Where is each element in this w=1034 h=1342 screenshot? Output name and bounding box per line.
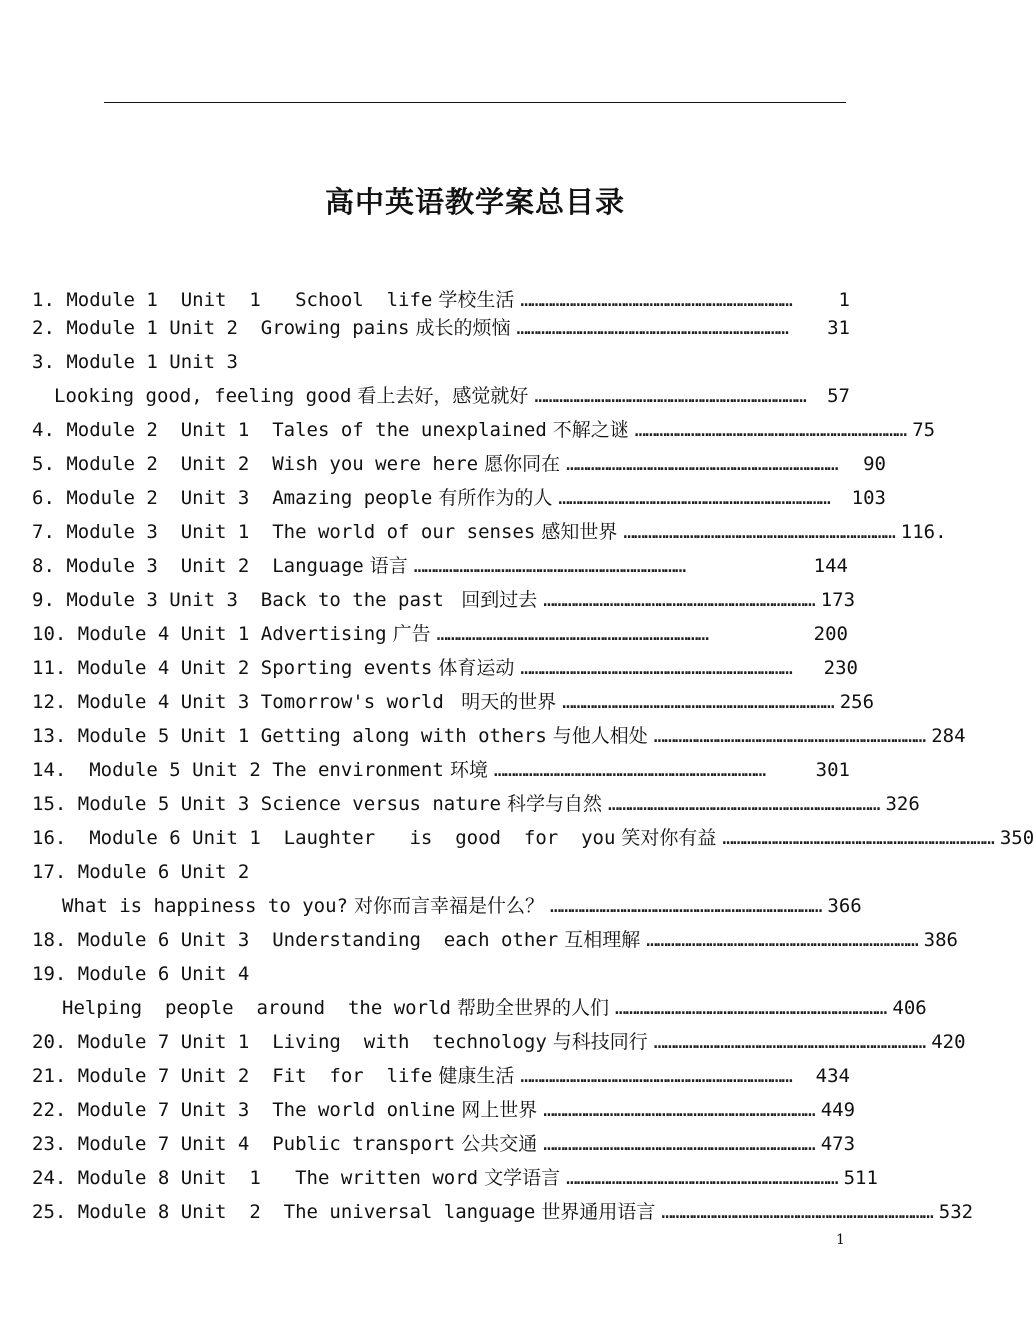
toc-entry-title: Helping people around the world xyxy=(62,997,451,1019)
toc-leader-dots: …………………………………………………………………… xyxy=(413,555,686,577)
toc-entry-chinese-title: 环境 xyxy=(449,759,488,781)
toc-entry-title: 25. Module 8 Unit 2 The universal language xyxy=(32,1201,536,1223)
toc-entry[interactable] xyxy=(32,928,958,952)
toc-entry-title: 22. Module 7 Unit 3 The world online xyxy=(32,1099,456,1121)
toc-entry-chinese-title: 学校生活 xyxy=(438,289,515,311)
toc-page-number: 386 xyxy=(923,929,958,951)
toc-page-number: 256 xyxy=(839,691,875,713)
toc-entry-title: 11. Module 4 Unit 2 Sporting events xyxy=(32,657,433,679)
toc-entry-chinese-title: 愿你同在 xyxy=(484,453,561,475)
toc-entry-title: 21. Module 7 Unit 2 Fit for life xyxy=(32,1065,433,1087)
toc-page-number: 284 xyxy=(931,725,966,747)
toc-page-number: 173 xyxy=(820,589,856,611)
toc-entry-chinese-title: 笑对你有益 xyxy=(621,827,717,849)
toc-entry[interactable] xyxy=(32,316,850,340)
toc-entry-title: 8. Module 3 Unit 2 Language xyxy=(32,555,364,577)
toc-page-number: 532 xyxy=(938,1201,974,1223)
toc-entry-title: What is happiness to you? xyxy=(62,895,348,917)
toc-leader-dots: …………………………………………………………………… xyxy=(608,793,880,815)
toc-leader-dots: …………………………………………………………………… xyxy=(562,691,834,713)
toc-leader-dots: …………………………………………………………………… xyxy=(543,589,815,611)
toc-entry[interactable] xyxy=(32,1064,850,1088)
toc-entry[interactable] xyxy=(32,350,238,374)
toc-entry-title: 6. Module 2 Unit 3 Amazing people xyxy=(32,487,433,509)
toc-entry[interactable] xyxy=(32,860,249,884)
toc-entry-chinese-title: 文学语言 xyxy=(484,1167,561,1189)
toc-leader-dots: …………………………………………………………………… xyxy=(543,1133,815,1155)
toc-leader-dots: …………………………………………………………………… xyxy=(722,827,994,849)
toc-entry[interactable] xyxy=(32,554,848,578)
toc-leader-dots: …………………………………………………………………… xyxy=(520,289,792,311)
toc-entry[interactable] xyxy=(32,792,920,816)
toc-entry-chinese-title: 广告 xyxy=(392,623,431,645)
toc-page-number: 230 xyxy=(823,657,858,679)
toc-page-number: 200 xyxy=(813,623,848,645)
toc-entry-title: 9. Module 3 Unit 3 Back to the past xyxy=(32,589,456,611)
toc-entry-title: 13. Module 5 Unit 1 Getting along with others xyxy=(32,725,547,747)
toc-entry[interactable] xyxy=(62,996,927,1020)
page-title: 高中英语教学案总目录 xyxy=(324,185,625,219)
toc-leader-dots: …………………………………………………………………… xyxy=(614,997,887,1019)
toc-entry-title: Looking good, feeling good xyxy=(54,385,352,407)
toc-entry-title: 14. Module 5 Unit 2 The environment xyxy=(32,759,444,781)
toc-page-number: 326 xyxy=(885,793,920,815)
toc-entry-title: 4. Module 2 Unit 1 Tales of the unexplained xyxy=(32,419,547,441)
toc-entry[interactable] xyxy=(32,1132,856,1156)
toc-entry-title: 19. Module 6 Unit 4 xyxy=(32,963,250,985)
toc-leader-dots: …………………………………………………………………… xyxy=(558,487,830,509)
toc-entry-chinese-title: 帮助全世界的人们 xyxy=(456,997,609,1019)
toc-entry[interactable] xyxy=(32,452,886,476)
toc-leader-dots: …………………………………………………………………… xyxy=(436,623,709,645)
toc-page-number: 473 xyxy=(820,1133,856,1155)
toc-entry[interactable] xyxy=(32,288,850,312)
toc-leader-dots: …………………………………………………………………… xyxy=(623,521,895,543)
toc-page-number: 1 xyxy=(838,289,850,311)
toc-entry-title: 24. Module 8 Unit 1 The written word xyxy=(32,1167,479,1189)
toc-entry-title: 17. Module 6 Unit 2 xyxy=(32,861,250,883)
toc-entry-title: 5. Module 2 Unit 2 Wish you were here xyxy=(32,453,479,475)
toc-page-number: 75 xyxy=(912,419,936,441)
toc-entry[interactable] xyxy=(32,826,1034,850)
toc-leader-dots: …………………………………………………………………… xyxy=(646,929,918,951)
toc-entry[interactable] xyxy=(32,1200,974,1224)
toc-entry[interactable] xyxy=(32,1098,856,1122)
toc-entry[interactable] xyxy=(32,724,966,748)
toc-leader-dots: …………………………………………………………………… xyxy=(550,895,822,917)
toc-entry[interactable] xyxy=(32,622,848,646)
toc-entry-chinese-title: 语言 xyxy=(369,555,408,577)
page-number: 1 xyxy=(836,1232,845,1248)
toc-entry-chinese-title: 健康生活 xyxy=(438,1065,515,1087)
toc-page-number: 420 xyxy=(931,1031,966,1053)
toc-leader-dots: …………………………………………………………………… xyxy=(634,419,907,441)
toc-entry-title: 15. Module 5 Unit 3 Science versus nature xyxy=(32,793,501,815)
toc-entry-chinese-title: 不解之谜 xyxy=(552,419,629,441)
toc-entry-chinese-title: 看上去好，感觉就好 xyxy=(357,385,529,407)
toc-entry-title: 12. Module 4 Unit 3 Tomorrow's world xyxy=(32,691,456,713)
toc-entry-chinese-title: 网上世界 xyxy=(461,1099,538,1121)
toc-entry[interactable] xyxy=(62,894,862,918)
toc-leader-dots: …………………………………………………………………… xyxy=(566,453,838,475)
toc-entry-chinese-title: 明天的世界 xyxy=(461,691,557,713)
toc-leader-dots: …………………………………………………………………… xyxy=(653,725,926,747)
toc-entry[interactable] xyxy=(32,962,249,986)
toc-entry-title: 10. Module 4 Unit 1 Advertising xyxy=(32,623,387,645)
toc-entry-chinese-title: 互相理解 xyxy=(564,929,641,951)
toc-page-number: 449 xyxy=(820,1099,856,1121)
toc-leader-dots: …………………………………………………………………… xyxy=(543,1099,815,1121)
toc-entry[interactable] xyxy=(32,520,947,544)
toc-entry[interactable] xyxy=(32,588,856,612)
toc-entry-title: 16. Module 6 Unit 1 Laughter is good for you xyxy=(32,827,616,849)
toc-entry-chinese-title: 科学与自然 xyxy=(507,793,603,815)
toc-leader-dots: …………………………………………………………………… xyxy=(566,1167,838,1189)
toc-page-number: 366 xyxy=(827,895,862,917)
toc-leader-dots: …………………………………………………………………… xyxy=(520,657,792,679)
toc-entry-title: 3. Module 1 Unit 3 xyxy=(32,351,238,373)
toc-page-number: 511 xyxy=(843,1167,878,1189)
toc-page-number: 116. xyxy=(900,521,947,543)
toc-entry-title: 18. Module 6 Unit 3 Understanding each other xyxy=(32,929,559,951)
toc-entry[interactable] xyxy=(32,1030,966,1054)
toc-entry-chinese-title: 公共交通 xyxy=(461,1133,538,1155)
toc-entry-title: 1. Module 1 Unit 1 School life xyxy=(32,289,433,311)
toc-entry-title: 7. Module 3 Unit 1 The world of our senses xyxy=(32,521,536,543)
toc-leader-dots: …………………………………………………………………… xyxy=(516,317,788,339)
toc-entry-chinese-title: 成长的烦恼 xyxy=(415,317,511,339)
toc-page-number: 103 xyxy=(851,487,886,509)
toc-entry[interactable] xyxy=(32,656,858,680)
toc-entry-chinese-title: 感知世界 xyxy=(541,521,618,543)
toc-page-number: 57 xyxy=(827,385,850,407)
toc-page-number: 90 xyxy=(863,453,886,475)
toc-entry[interactable] xyxy=(32,758,850,782)
toc-entry-chinese-title: 与他人相处 xyxy=(552,725,648,747)
toc-page-number: 301 xyxy=(815,759,850,781)
toc-entry-chinese-title: 对你而言幸福是什么？ xyxy=(353,895,544,917)
toc-entry[interactable] xyxy=(32,1166,878,1190)
toc-entry-chinese-title: 有所作为的人 xyxy=(438,487,553,509)
toc-leader-dots: …………………………………………………………………… xyxy=(661,1201,933,1223)
toc-entry[interactable] xyxy=(32,690,875,714)
toc-entry[interactable] xyxy=(54,384,850,408)
toc-leader-dots: …………………………………………………………………… xyxy=(493,759,766,781)
toc-entry-title: 20. Module 7 Unit 1 Living with technology xyxy=(32,1031,547,1053)
toc-entry-title: 23. Module 7 Unit 4 Public transport xyxy=(32,1133,456,1155)
toc-entry-chinese-title: 与科技同行 xyxy=(552,1031,648,1053)
toc-leader-dots: …………………………………………………………………… xyxy=(534,385,806,407)
toc-entry[interactable] xyxy=(32,418,936,442)
toc-entry[interactable] xyxy=(32,486,886,510)
toc-page-number: 144 xyxy=(813,555,848,577)
toc-leader-dots: …………………………………………………………………… xyxy=(653,1031,926,1053)
toc-entry-chinese-title: 回到过去 xyxy=(461,589,538,611)
toc-entry-title: 2. Module 1 Unit 2 Growing pains xyxy=(32,317,410,339)
toc-page-number: 434 xyxy=(815,1065,850,1087)
toc-leader-dots: …………………………………………………………………… xyxy=(520,1065,792,1087)
toc-page-number: 350 xyxy=(999,827,1034,849)
toc-page-number: 406 xyxy=(892,997,927,1019)
toc-entry-chinese-title: 体育运动 xyxy=(438,657,515,679)
toc-page-number: 31 xyxy=(827,317,850,339)
toc-entry-chinese-title: 世界通用语言 xyxy=(541,1201,656,1223)
